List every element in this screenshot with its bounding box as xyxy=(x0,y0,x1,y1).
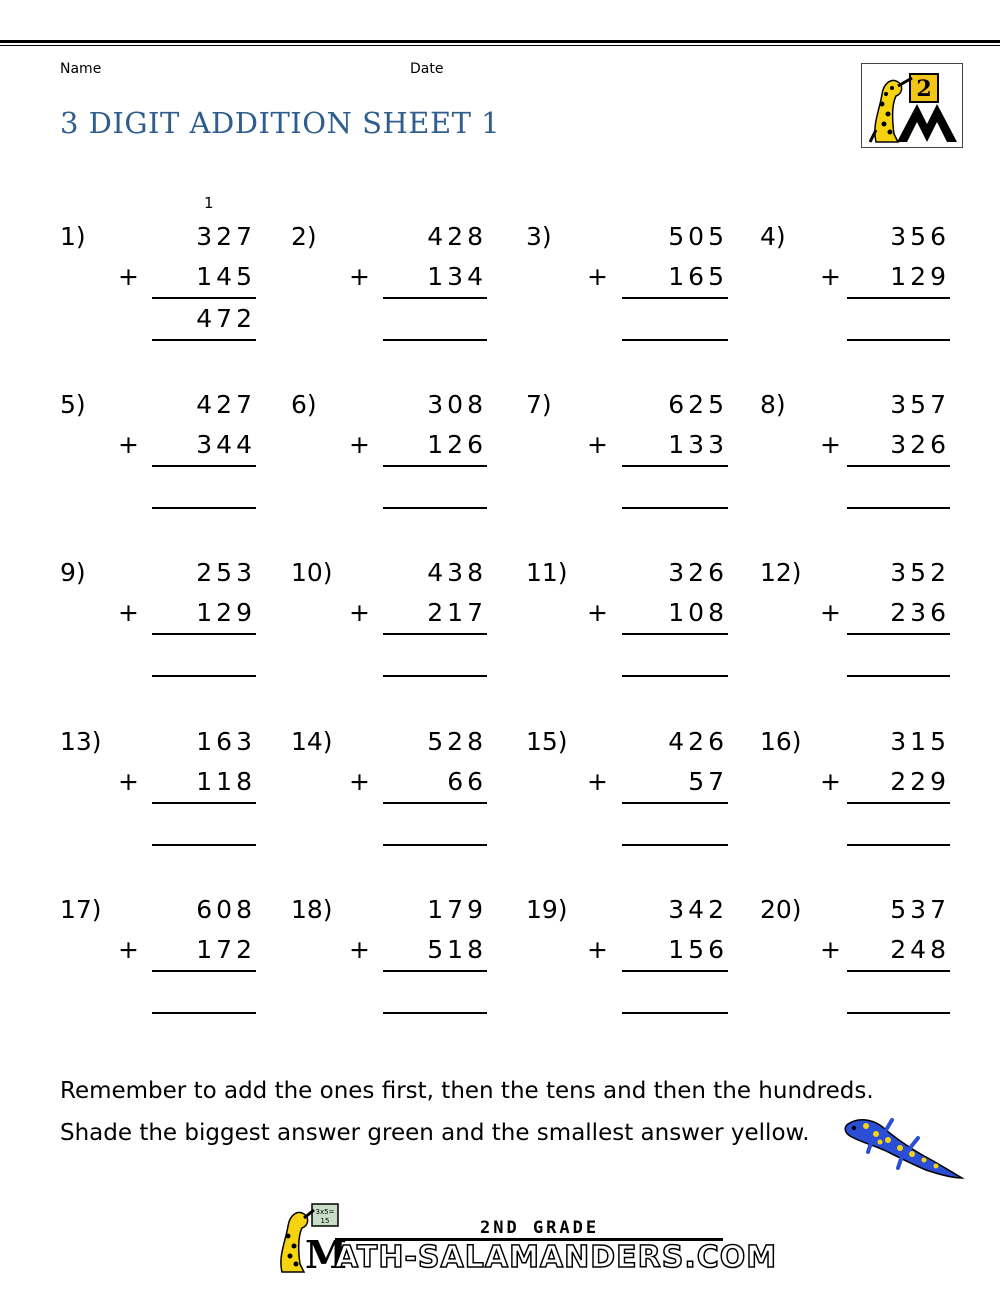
problem-number: 17) xyxy=(60,895,102,924)
answer-line xyxy=(152,844,256,846)
plus-sign: + xyxy=(820,598,841,627)
top-operand: 537 xyxy=(890,895,950,924)
top-operand: 327 xyxy=(196,222,256,251)
plus-sign: + xyxy=(587,262,608,291)
answer-line xyxy=(383,844,487,846)
problem-number: 7) xyxy=(526,390,552,419)
answer-line xyxy=(847,844,950,846)
top-operand: 315 xyxy=(890,727,950,756)
top-operand: 342 xyxy=(668,895,728,924)
top-operand: 179 xyxy=(427,895,487,924)
plus-sign: + xyxy=(349,767,370,796)
answer-line xyxy=(622,844,728,846)
plus-sign: + xyxy=(118,767,139,796)
sum-line xyxy=(847,970,950,972)
top-operand: 427 xyxy=(196,390,256,419)
bottom-operand: 172 xyxy=(196,935,256,964)
plus-sign: + xyxy=(349,262,370,291)
footer-site-name: ATH-SALAMANDERS.COM xyxy=(335,1240,778,1275)
plus-sign: + xyxy=(349,935,370,964)
answer-line xyxy=(152,507,256,509)
top-rule xyxy=(0,40,1000,43)
bottom-operand: 66 xyxy=(447,767,487,796)
top-operand: 326 xyxy=(668,558,728,587)
problem-number: 9) xyxy=(60,558,86,587)
answer-line xyxy=(847,339,950,341)
bottom-operand: 118 xyxy=(196,767,256,796)
problem-number: 1) xyxy=(60,222,86,251)
answer-line xyxy=(622,675,728,677)
bottom-operand: 217 xyxy=(427,598,487,627)
logo-digit: 2 xyxy=(916,76,932,102)
plus-sign: + xyxy=(349,430,370,459)
instruction-line-1: Remember to add the ones first, then the tens and then the hundreds. xyxy=(60,1078,874,1104)
problem-number: 10) xyxy=(291,558,333,587)
carry-digit: 1 xyxy=(204,194,214,212)
name-label: Name xyxy=(60,61,102,77)
plus-sign: + xyxy=(118,598,139,627)
top-operand: 428 xyxy=(427,222,487,251)
answer-line xyxy=(383,507,487,509)
page-title: 3 DIGIT ADDITION SHEET 1 xyxy=(60,106,501,140)
instruction-line-2: Shade the biggest answer green and the smallest answer yellow. xyxy=(60,1120,810,1146)
sum-line xyxy=(152,802,256,804)
problem-number: 8) xyxy=(760,390,786,419)
problem-number: 20) xyxy=(760,895,802,924)
sum-line xyxy=(152,970,256,972)
problem-number: 5) xyxy=(60,390,86,419)
problem-number: 2) xyxy=(291,222,317,251)
top-operand: 505 xyxy=(668,222,728,251)
sum-line xyxy=(847,297,950,299)
problem-number: 16) xyxy=(760,727,802,756)
plus-sign: + xyxy=(820,935,841,964)
sum-line xyxy=(152,633,256,635)
footer-grade: 2ND GRADE xyxy=(480,1218,600,1238)
plus-sign: + xyxy=(349,598,370,627)
bottom-operand: 129 xyxy=(196,598,256,627)
top-operand: 352 xyxy=(890,558,950,587)
answer-line xyxy=(383,339,487,341)
plus-sign: + xyxy=(118,935,139,964)
math-salamanders-logo xyxy=(861,63,963,148)
top-operand: 253 xyxy=(196,558,256,587)
answer-line xyxy=(847,1012,950,1014)
sum-line xyxy=(622,802,728,804)
sum-line xyxy=(622,465,728,467)
top-rule-thin xyxy=(0,45,1000,46)
top-operand: 356 xyxy=(890,222,950,251)
sum-line xyxy=(383,465,487,467)
footer-site-initial: M xyxy=(305,1232,348,1277)
problem-number: 19) xyxy=(526,895,568,924)
problem-number: 3) xyxy=(526,222,552,251)
answer-line xyxy=(152,339,256,341)
bottom-operand: 326 xyxy=(890,430,950,459)
sum-line xyxy=(383,802,487,804)
top-operand: 426 xyxy=(668,727,728,756)
bottom-operand: 133 xyxy=(668,430,728,459)
plus-sign: + xyxy=(820,262,841,291)
plus-sign: + xyxy=(587,935,608,964)
sum-line xyxy=(383,970,487,972)
bottom-operand: 344 xyxy=(196,430,256,459)
plus-sign: + xyxy=(587,767,608,796)
top-operand: 625 xyxy=(668,390,728,419)
bottom-operand: 57 xyxy=(688,767,728,796)
sum-line xyxy=(622,970,728,972)
top-operand: 608 xyxy=(196,895,256,924)
bottom-operand: 229 xyxy=(890,767,950,796)
sign-text-a: 3x5= xyxy=(315,1208,335,1216)
answer: 472 xyxy=(196,304,256,333)
problem-number: 12) xyxy=(760,558,802,587)
answer-line xyxy=(383,1012,487,1014)
logo-salamander-icon xyxy=(862,64,962,147)
sum-line xyxy=(383,633,487,635)
problem-number: 11) xyxy=(526,558,568,587)
problem-number: 4) xyxy=(760,222,786,251)
answer-line xyxy=(383,675,487,677)
top-operand: 308 xyxy=(427,390,487,419)
plus-sign: + xyxy=(820,430,841,459)
sum-line xyxy=(152,297,256,299)
bottom-operand: 108 xyxy=(668,598,728,627)
bottom-operand: 236 xyxy=(890,598,950,627)
answer-line xyxy=(152,1012,256,1014)
date-label: Date xyxy=(410,61,444,77)
sign-text-b: 15 xyxy=(320,1217,330,1225)
problem-number: 15) xyxy=(526,727,568,756)
answer-line xyxy=(622,1012,728,1014)
sum-line xyxy=(847,465,950,467)
bottom-operand: 156 xyxy=(668,935,728,964)
blue-salamander-icon xyxy=(840,1112,970,1187)
plus-sign: + xyxy=(587,430,608,459)
bottom-operand: 145 xyxy=(196,262,256,291)
sum-line xyxy=(622,297,728,299)
bottom-operand: 248 xyxy=(890,935,950,964)
answer-line xyxy=(847,507,950,509)
plus-sign: + xyxy=(820,767,841,796)
sum-line xyxy=(383,297,487,299)
plus-sign: + xyxy=(118,262,139,291)
bottom-operand: 165 xyxy=(668,262,728,291)
sum-line xyxy=(152,465,256,467)
problem-number: 18) xyxy=(291,895,333,924)
problem-number: 14) xyxy=(291,727,333,756)
problem-number: 6) xyxy=(291,390,317,419)
sum-line xyxy=(847,802,950,804)
sum-line xyxy=(847,633,950,635)
plus-sign: + xyxy=(118,430,139,459)
bottom-operand: 126 xyxy=(427,430,487,459)
top-operand: 528 xyxy=(427,727,487,756)
plus-sign: + xyxy=(587,598,608,627)
answer-line xyxy=(622,339,728,341)
top-operand: 163 xyxy=(196,727,256,756)
sum-line xyxy=(622,633,728,635)
bottom-operand: 518 xyxy=(427,935,487,964)
bottom-operand: 129 xyxy=(890,262,950,291)
bottom-operand: 134 xyxy=(427,262,487,291)
top-operand: 357 xyxy=(890,390,950,419)
answer-line xyxy=(152,675,256,677)
answer-line xyxy=(847,675,950,677)
top-operand: 438 xyxy=(427,558,487,587)
problem-number: 13) xyxy=(60,727,102,756)
answer-line xyxy=(622,507,728,509)
